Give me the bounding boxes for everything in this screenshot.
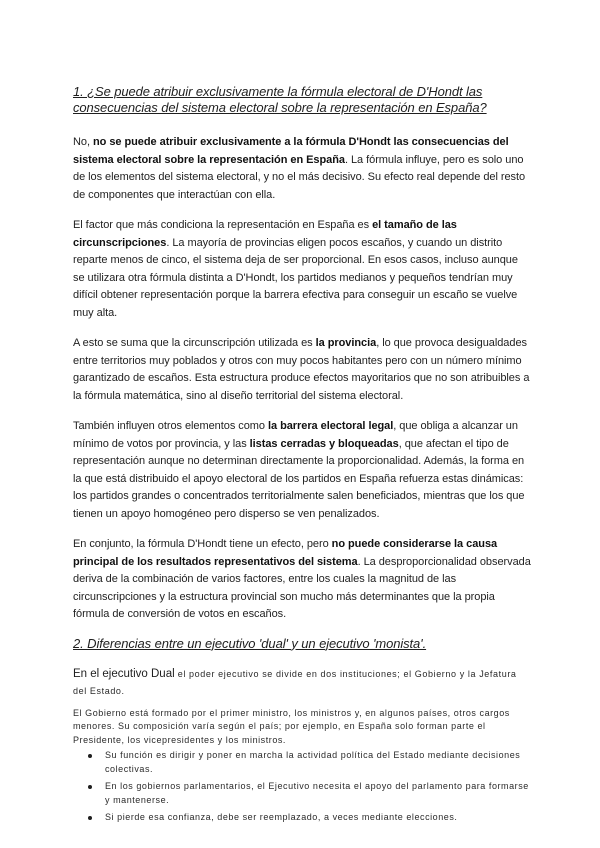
list-item-text: Si pierde esa confianza, debe ser reemplazado, a veces mediante elecciones. bbox=[105, 812, 458, 822]
text-run: No, bbox=[73, 136, 93, 148]
text-run: . La fórmula influye, pero es solo uno de los elementos del sistema electoral, y no el más decisivo. Su efecto real depende del resto de componentes que interactúan con ella. bbox=[73, 153, 526, 201]
section1-paragraph-4 bbox=[73, 418, 531, 523]
bold-run: la barrera electoral legal bbox=[267, 420, 394, 432]
list-item-text: En los gobiernos parlamentarios, el Ejecutivo necesita el apoyo del parlamento para formarse y mantenerse. bbox=[105, 781, 529, 805]
bullet-icon bbox=[88, 785, 92, 789]
document-content bbox=[73, 84, 531, 829]
bullet-icon bbox=[88, 754, 92, 758]
text-run: , lo que provoca desigualdades entre territorios muy poblados y otros con muy pocos habitantes pero con un número mínimo garantizado de escaños. Esta estructura produce efectos mayoritarios que no son atribuibles a la fórmula matemática, sino al diseño territorial del sistema electoral. bbox=[73, 337, 530, 402]
text-run: . La mayoría de provincias eligen pocos escaños, y cuando un distrito reparte menos de cinco, el sistema deja de ser proporcional. En esos casos, incluso aunque se utilizara otra fórmula distinta a D'Hondt, los partidos medianos y pequeños tendrían muy difícil obtener representación porque la barrera efectiva para conseguir un escaño se vuelve muy alta. bbox=[73, 236, 518, 319]
text-run: En conjunto, la fórmula D'Hondt tiene un efecto, pero bbox=[73, 538, 332, 550]
bold-run: listas cerradas y bloqueadas bbox=[249, 437, 399, 450]
bold-run: no se puede atribuir exclusivamente a la fórmula D'Hondt las consecuencias del sistema electoral sobre la representación en España bbox=[73, 136, 509, 166]
section1-heading: 1. ¿Se puede atribuir exclusivamente la fórmula electoral de D'Hondt las consecuencias del sistema electoral sobre la representación en España? bbox=[73, 84, 487, 115]
bold-run: no puede considerarse la causa principal de los resultados representativos del sistema bbox=[73, 538, 498, 568]
bullet-icon bbox=[88, 816, 92, 820]
gobierno-paragraph: El Gobierno está formado por el primer ministro, los ministros y, en algunos países, otros cargos menores. Su composición varía según el país; por ejemplo, en España solo forman parte el Presidente, los vicepresidentes y los ministros. bbox=[73, 707, 510, 745]
gobierno-bullet-list bbox=[73, 749, 531, 825]
section1-paragraph-5 bbox=[73, 536, 531, 624]
text-run: . La desproporcionalidad observada deriva de la combinación de varios factores, entre los cuales la magnitud de las circunscripciones y la estructura provincial son mucho más determinantes que la propia fórmula de conversión de votos en escaños. bbox=[73, 555, 531, 620]
dual-rest: el poder ejecutivo se divide en dos instituciones; el Gobierno y la Jefatura del Estado. bbox=[73, 668, 517, 696]
section1-paragraph-1 bbox=[73, 134, 531, 204]
text-run: , que obliga a alcanzar un mínimo de votos por provincia, y las bbox=[73, 420, 518, 450]
text-run: A esto se suma que la circunscripción utilizada es bbox=[73, 337, 316, 349]
dual-executive-intro bbox=[73, 665, 531, 699]
text-run: El factor que más condiciona la representación en España es bbox=[73, 219, 373, 231]
text-run: , que afectan el tipo de representación aunque no determinan directamente la proporcionalidad. Además, la forma en la que está distribuido el apoyo electoral de los partidos en España refuerza estas dinámicas: los partidos grandes o concentrados territorialmente salen beneficiados, mientras que los que tienen un apoyo homogéneo pero disperso se ven penalizados. bbox=[73, 437, 525, 520]
section2-heading: 2. Diferencias entre un ejecutivo 'dual' y un ejecutivo 'monista'. bbox=[73, 635, 427, 651]
list-item bbox=[105, 811, 531, 825]
section1-paragraph-3 bbox=[73, 335, 531, 405]
bold-run: la provincia bbox=[315, 337, 377, 349]
list-item bbox=[105, 780, 531, 807]
bold-run: el tamaño de las circunscripciones bbox=[73, 219, 457, 249]
section1-paragraph-2 bbox=[73, 217, 531, 322]
list-item bbox=[105, 749, 531, 776]
list-item-text: Su función es dirigir y poner en marcha la actividad política del Estado mediante decisiones colectivas. bbox=[105, 750, 521, 774]
dual-lead: En el ejecutivo Dual bbox=[73, 667, 175, 680]
text-run: También influyen otros elementos como bbox=[73, 420, 268, 432]
